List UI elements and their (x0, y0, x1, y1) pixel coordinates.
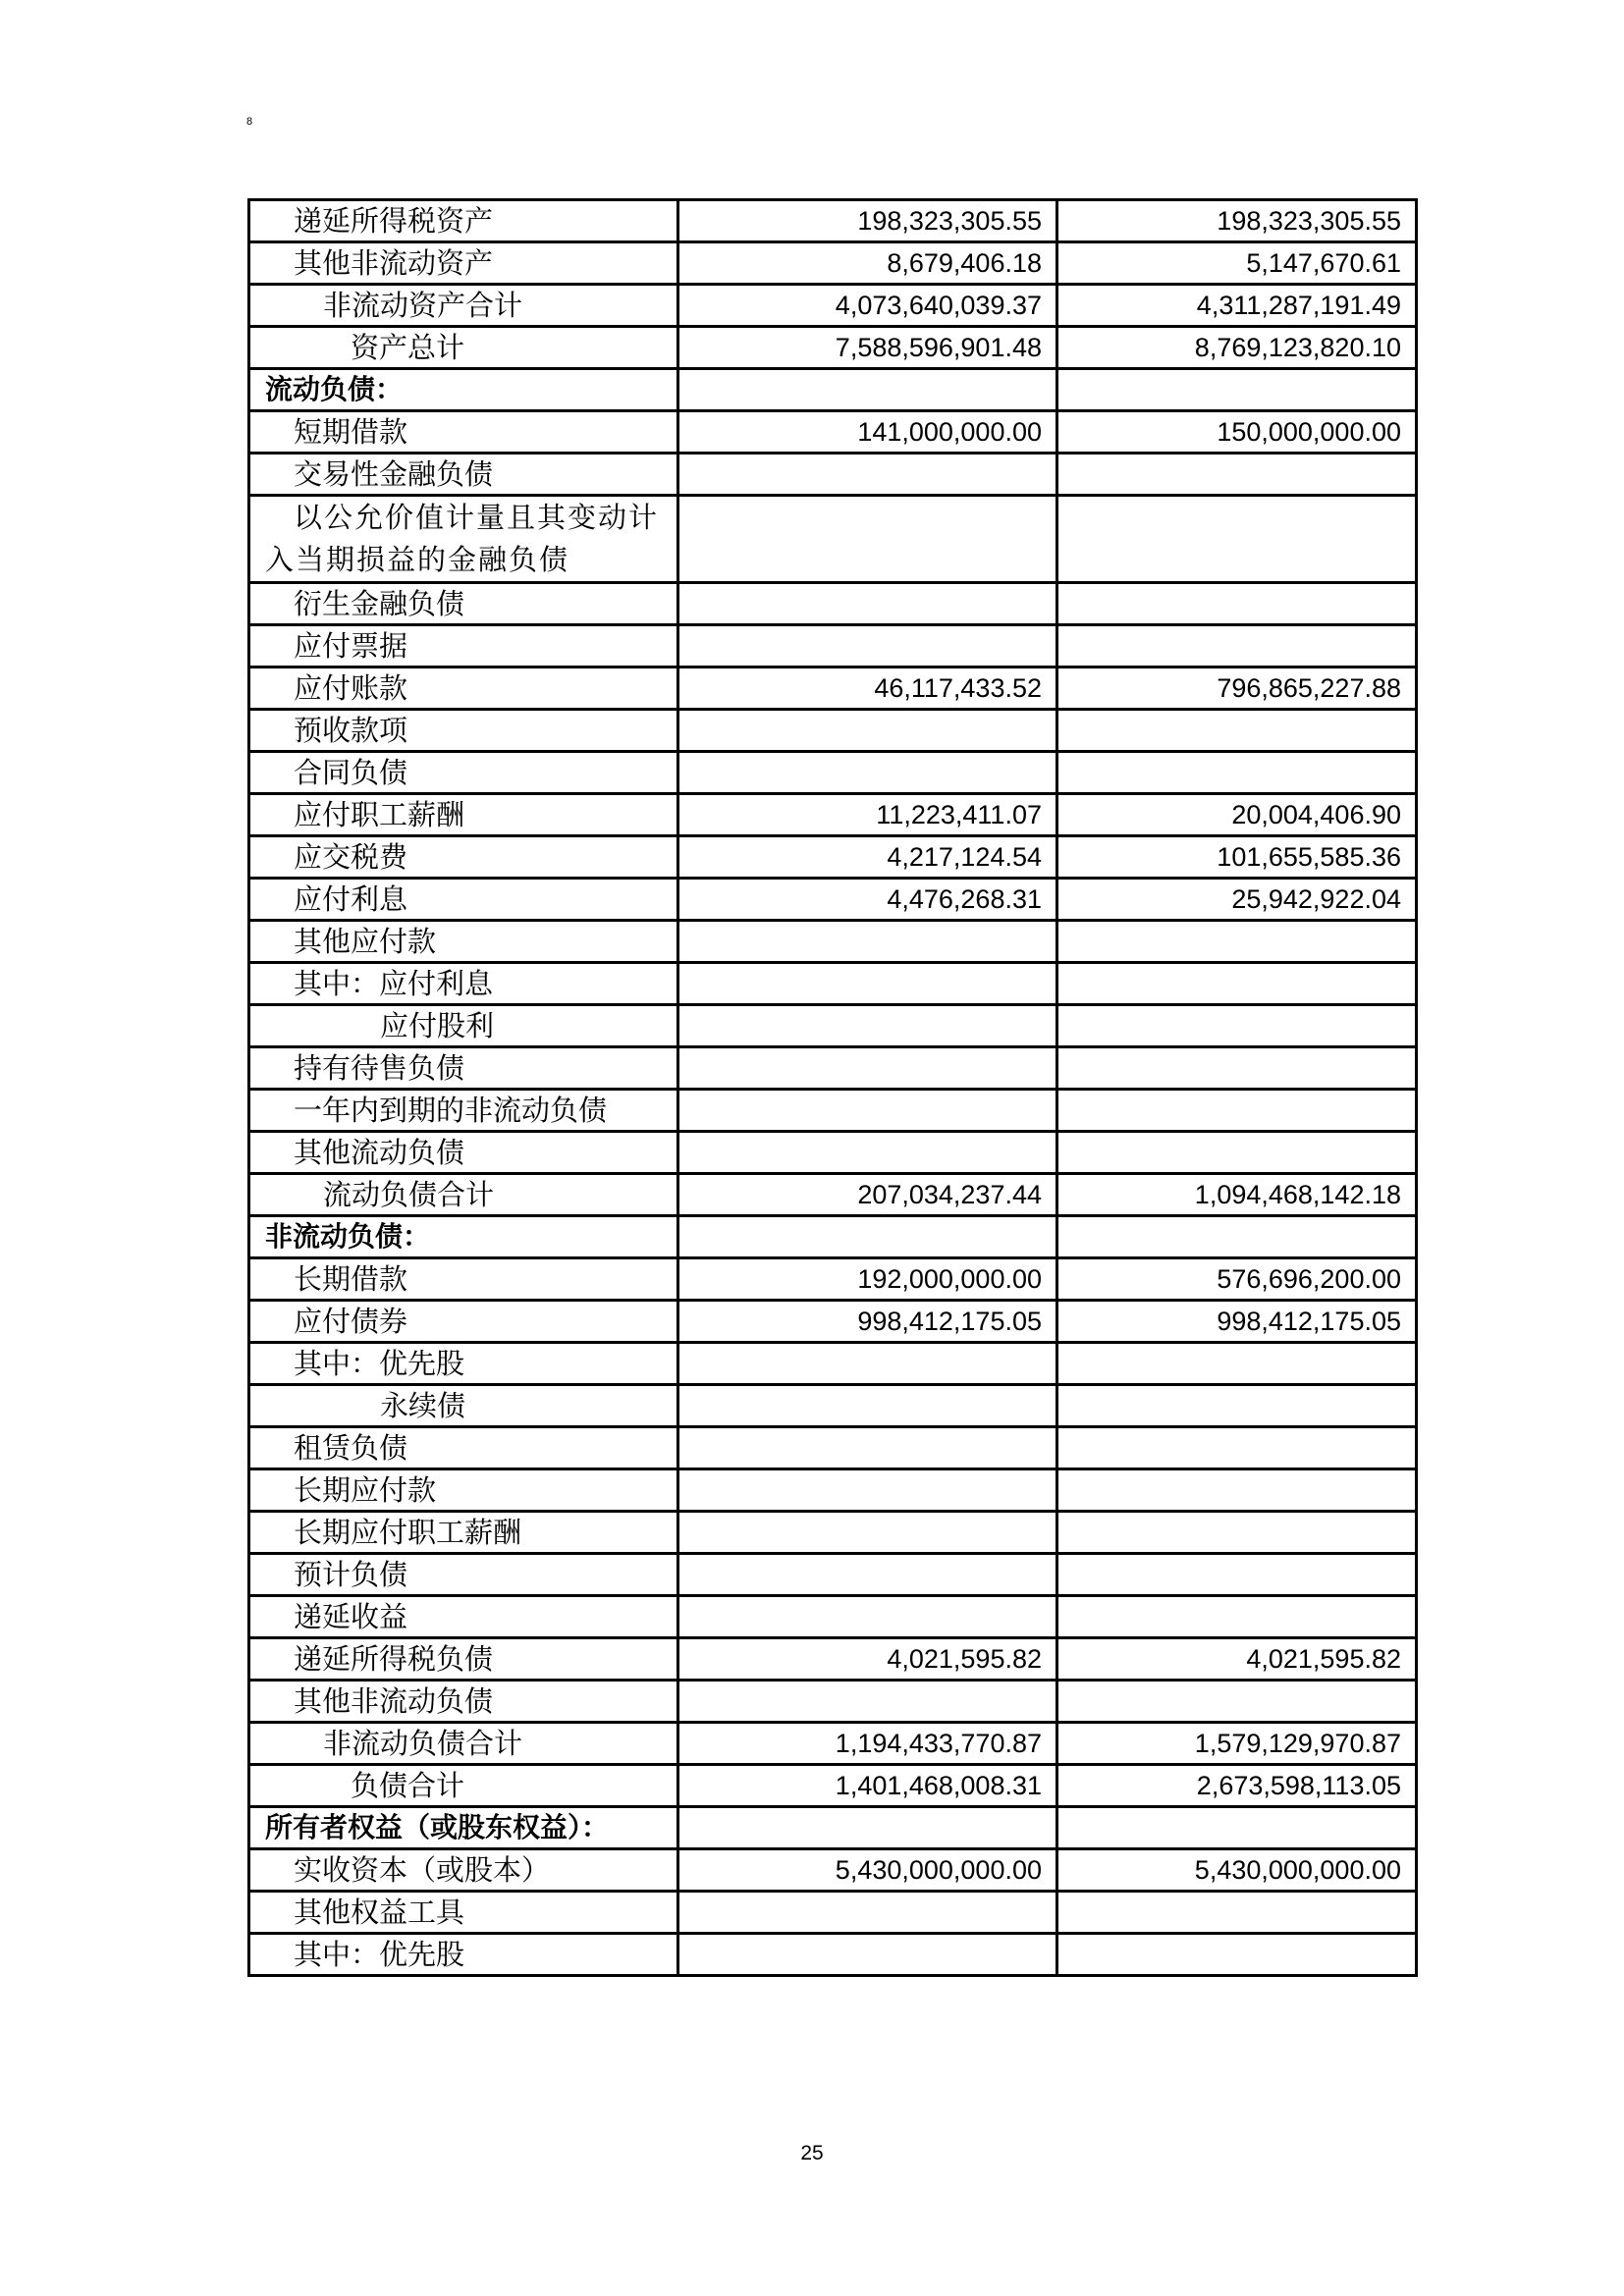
current-period-value: 1,401,468,008.31 (678, 1765, 1057, 1807)
current-period-value (678, 1681, 1057, 1723)
table-row (249, 1765, 1417, 1807)
previous-period-value: 150,000,000.00 (1057, 411, 1417, 454)
row-label: 应付债券 (249, 1301, 678, 1343)
previous-period-value (1057, 369, 1417, 411)
row-label: 租赁负债 (249, 1427, 678, 1469)
row-label: 递延收益 (249, 1596, 678, 1638)
previous-period-value (1057, 710, 1417, 752)
page-number: 25 (800, 2142, 824, 2164)
table-row (249, 1638, 1417, 1681)
row-label: 递延所得税负债 (249, 1638, 678, 1681)
table-row (249, 327, 1417, 369)
table-row (249, 1512, 1417, 1554)
previous-period-value (1057, 1132, 1417, 1174)
previous-period-value: 4,311,287,191.49 (1057, 285, 1417, 327)
table-row (249, 1723, 1417, 1765)
current-period-value: 46,117,433.52 (678, 667, 1057, 710)
row-label: 非流动负债： (249, 1216, 678, 1258)
current-period-value (678, 583, 1057, 625)
previous-period-value (1057, 1807, 1417, 1849)
row-label: 短期借款 (249, 411, 678, 454)
current-period-value: 4,073,640,039.37 (678, 285, 1057, 327)
row-label: 负债合计 (249, 1765, 678, 1807)
current-period-value: 4,217,124.54 (678, 836, 1057, 879)
current-period-value (678, 963, 1057, 1005)
table-row (249, 1681, 1417, 1723)
table-row (249, 1132, 1417, 1174)
row-label: 长期应付款 (249, 1469, 678, 1512)
current-period-value (678, 1385, 1057, 1427)
row-label: 非流动负债合计 (249, 1723, 678, 1765)
previous-period-value (1057, 625, 1417, 667)
row-label: 交易性金融负债 (249, 454, 678, 496)
previous-period-value: 5,147,670.61 (1057, 242, 1417, 285)
table-row (249, 1554, 1417, 1596)
table-row (249, 710, 1417, 752)
previous-period-value: 998,412,175.05 (1057, 1301, 1417, 1343)
row-label: 实收资本（或股本） (249, 1849, 678, 1892)
row-label: 非流动资产合计 (249, 285, 678, 327)
current-period-value (678, 625, 1057, 667)
current-period-value: 998,412,175.05 (678, 1301, 1057, 1343)
current-period-value (678, 1005, 1057, 1047)
table-row (249, 879, 1417, 921)
previous-period-value (1057, 496, 1417, 583)
current-period-value: 192,000,000.00 (678, 1258, 1057, 1301)
table-row (249, 1934, 1417, 1976)
table-row (249, 1090, 1417, 1132)
current-period-value: 8,679,406.18 (678, 242, 1057, 285)
current-period-value (678, 1047, 1057, 1090)
previous-period-value (1057, 1343, 1417, 1385)
current-period-value (678, 1892, 1057, 1934)
table-row (249, 242, 1417, 285)
previous-period-value (1057, 1681, 1417, 1723)
previous-period-value: 1,579,129,970.87 (1057, 1723, 1417, 1765)
row-label: 其他权益工具 (249, 1892, 678, 1934)
row-label: 长期借款 (249, 1258, 678, 1301)
row-label: 一年内到期的非流动负债 (249, 1090, 678, 1132)
previous-period-value (1057, 1427, 1417, 1469)
current-period-value: 198,323,305.55 (678, 200, 1057, 242)
row-label: 其他非流动资产 (249, 242, 678, 285)
previous-period-value: 796,865,227.88 (1057, 667, 1417, 710)
table-row (249, 625, 1417, 667)
previous-period-value: 101,655,585.36 (1057, 836, 1417, 879)
table-row (249, 1005, 1417, 1047)
table-row (249, 1047, 1417, 1090)
row-label: 应付股利 (249, 1005, 678, 1047)
row-label: 合同负债 (249, 752, 678, 794)
previous-period-value: 5,430,000,000.00 (1057, 1849, 1417, 1892)
table-row (249, 1343, 1417, 1385)
previous-period-value (1057, 921, 1417, 963)
previous-period-value (1057, 454, 1417, 496)
current-period-value (678, 1343, 1057, 1385)
previous-period-value (1057, 1892, 1417, 1934)
previous-period-value: 25,942,922.04 (1057, 879, 1417, 921)
row-label: 预收款项 (249, 710, 678, 752)
table-row (249, 667, 1417, 710)
previous-period-value: 2,673,598,113.05 (1057, 1765, 1417, 1807)
previous-period-value: 8,769,123,820.10 (1057, 327, 1417, 369)
previous-period-value (1057, 1385, 1417, 1427)
table-row (249, 1385, 1417, 1427)
previous-period-value: 198,323,305.55 (1057, 200, 1417, 242)
previous-period-value: 576,696,200.00 (1057, 1258, 1417, 1301)
previous-period-value: 20,004,406.90 (1057, 794, 1417, 836)
previous-period-value (1057, 1596, 1417, 1638)
previous-period-value (1057, 1934, 1417, 1976)
row-label: 永续债 (249, 1385, 678, 1427)
row-label: 应交税费 (249, 836, 678, 879)
previous-period-value (1057, 1005, 1417, 1047)
row-label: 其他非流动负债 (249, 1681, 678, 1723)
current-period-value (678, 1934, 1057, 1976)
table-row (249, 285, 1417, 327)
current-period-value: 207,034,237.44 (678, 1174, 1057, 1216)
table-row (249, 1807, 1417, 1849)
current-period-value (678, 752, 1057, 794)
previous-period-value (1057, 1047, 1417, 1090)
table-row (249, 583, 1417, 625)
current-period-value (678, 1469, 1057, 1512)
row-label: 递延所得税资产 (249, 200, 678, 242)
page-corner-mark: 8 (246, 116, 253, 128)
previous-period-value: 1,094,468,142.18 (1057, 1174, 1417, 1216)
row-label: 其中：优先股 (249, 1934, 678, 1976)
previous-period-value (1057, 1216, 1417, 1258)
current-period-value (678, 1512, 1057, 1554)
row-label: 流动负债合计 (249, 1174, 678, 1216)
row-label: 应付利息 (249, 879, 678, 921)
current-period-value (678, 496, 1057, 583)
row-label: 应付票据 (249, 625, 678, 667)
row-label: 资产总计 (249, 327, 678, 369)
table-row (249, 794, 1417, 836)
balance-sheet-table (247, 198, 1418, 1977)
table-row (249, 1892, 1417, 1934)
previous-period-value (1057, 583, 1417, 625)
table-row (249, 963, 1417, 1005)
previous-period-value: 4,021,595.82 (1057, 1638, 1417, 1681)
row-label-line2: 入当期损益的金融负债 (265, 543, 570, 576)
previous-period-value (1057, 1554, 1417, 1596)
balance-sheet-body (249, 200, 1417, 1976)
current-period-value: 5,430,000,000.00 (678, 1849, 1057, 1892)
current-period-value (678, 1132, 1057, 1174)
current-period-value: 11,223,411.07 (678, 794, 1057, 836)
current-period-value: 141,000,000.00 (678, 411, 1057, 454)
table-row (249, 496, 1417, 583)
table-row (249, 411, 1417, 454)
current-period-value (678, 710, 1057, 752)
row-label: 衍生金融负债 (249, 583, 678, 625)
current-period-value (678, 1807, 1057, 1849)
current-period-value: 1,194,433,770.87 (678, 1723, 1057, 1765)
table-row (249, 1469, 1417, 1512)
row-label: 预计负债 (249, 1554, 678, 1596)
current-period-value: 4,021,595.82 (678, 1638, 1057, 1681)
previous-period-value (1057, 1469, 1417, 1512)
current-period-value (678, 1427, 1057, 1469)
table-row (249, 1258, 1417, 1301)
previous-period-value (1057, 752, 1417, 794)
previous-period-value (1057, 963, 1417, 1005)
row-label: 其他应付款 (249, 921, 678, 963)
table-row (249, 836, 1417, 879)
row-label (249, 496, 678, 583)
current-period-value (678, 921, 1057, 963)
row-label: 所有者权益（或股东权益）： (249, 1807, 678, 1849)
row-label: 应付职工薪酬 (249, 794, 678, 836)
row-label: 长期应付职工薪酬 (249, 1512, 678, 1554)
current-period-value: 4,476,268.31 (678, 879, 1057, 921)
row-label: 其中：应付利息 (249, 963, 678, 1005)
current-period-value (678, 369, 1057, 411)
row-label: 持有待售负债 (249, 1047, 678, 1090)
table-row (249, 1849, 1417, 1892)
table-row (249, 454, 1417, 496)
row-label: 其他流动负债 (249, 1132, 678, 1174)
table-row (249, 921, 1417, 963)
current-period-value (678, 1596, 1057, 1638)
table-row (249, 1216, 1417, 1258)
row-label-line1: 以公允价值计量且其变动计 (294, 501, 660, 534)
current-period-value (678, 1216, 1057, 1258)
current-period-value: 7,588,596,901.48 (678, 327, 1057, 369)
current-period-value (678, 1090, 1057, 1132)
current-period-value (678, 1554, 1057, 1596)
row-label: 应付账款 (249, 667, 678, 710)
table-row (249, 752, 1417, 794)
table-row (249, 1301, 1417, 1343)
table-row (249, 1427, 1417, 1469)
current-period-value (678, 454, 1057, 496)
previous-period-value (1057, 1090, 1417, 1132)
table-row (249, 1596, 1417, 1638)
previous-period-value (1057, 1512, 1417, 1554)
row-label: 流动负债： (249, 369, 678, 411)
row-label: 其中：优先股 (249, 1343, 678, 1385)
table-row (249, 1174, 1417, 1216)
table-row (249, 369, 1417, 411)
table-row (249, 200, 1417, 242)
